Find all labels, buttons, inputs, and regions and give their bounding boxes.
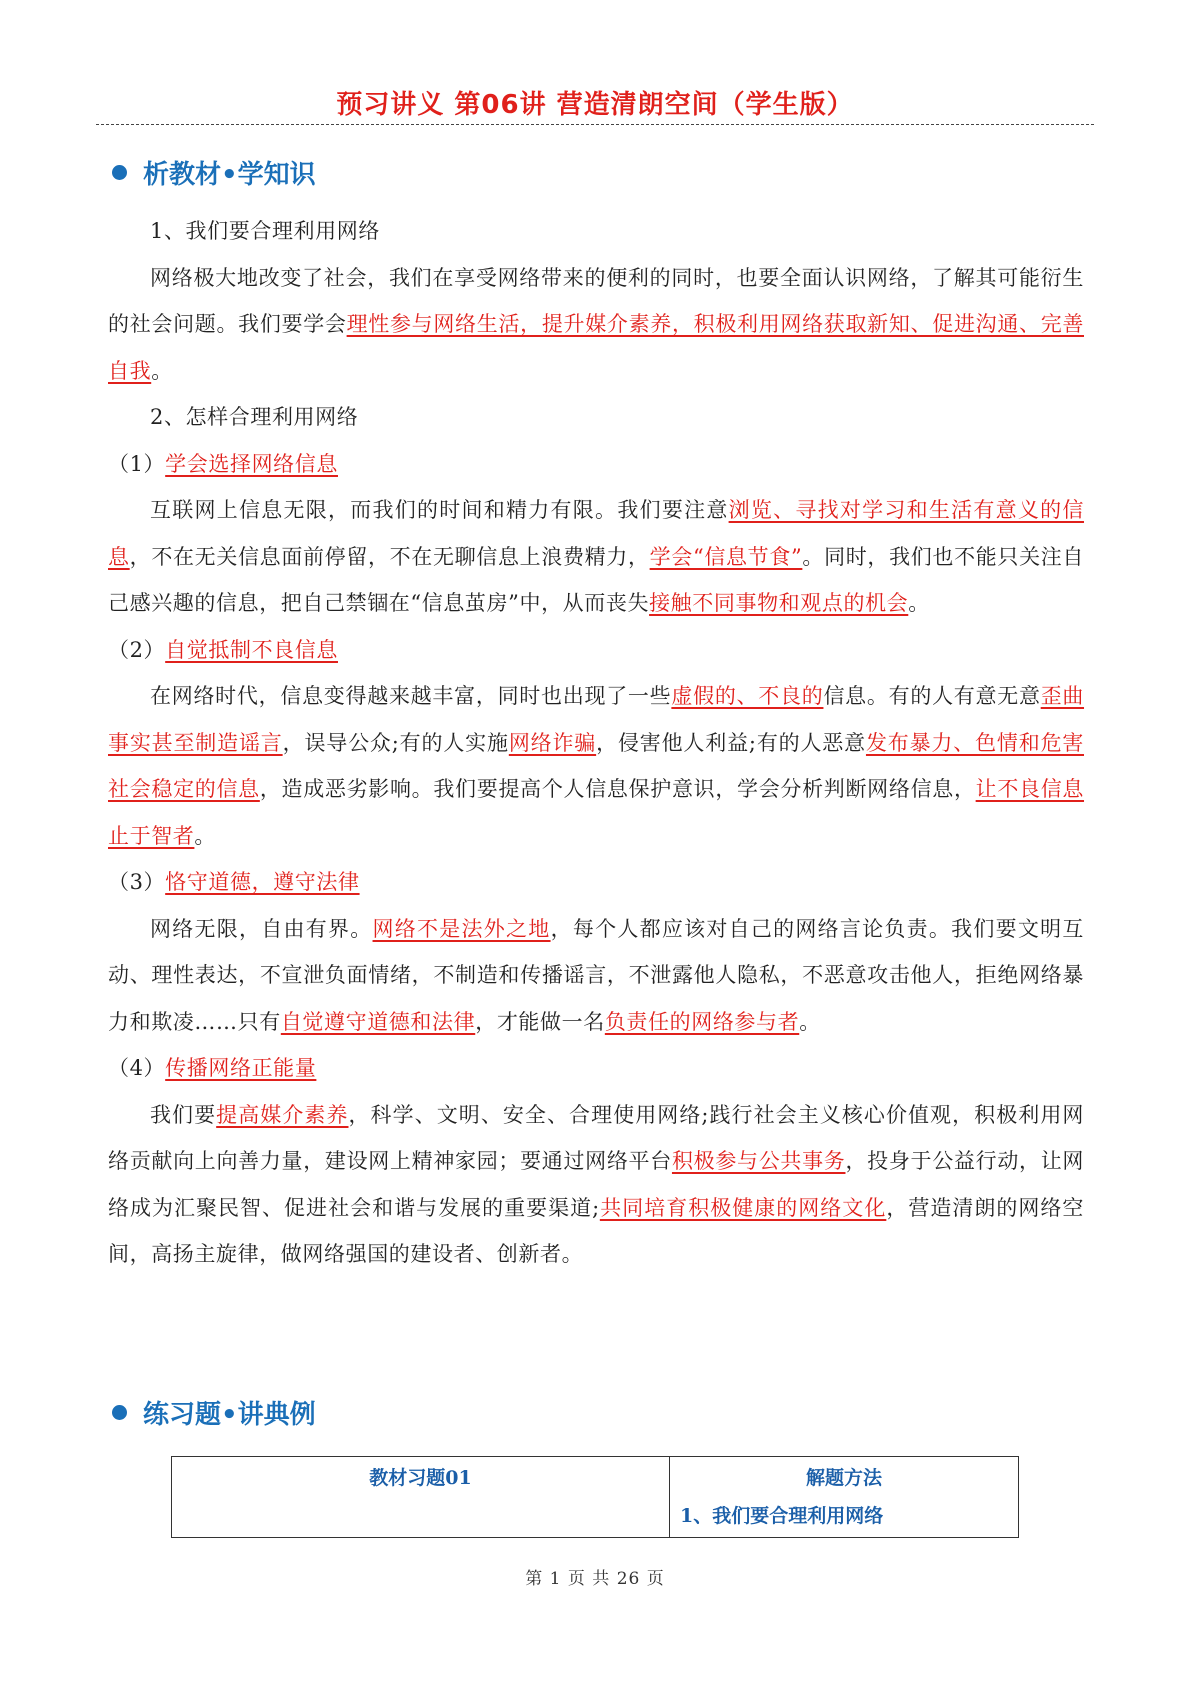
key-point: 提高媒介素养 bbox=[216, 1102, 349, 1127]
exercise-table bbox=[171, 1456, 1019, 1538]
paragraph-5: 我们要提高媒介素养，科学、文明、安全、合理使用网络;践行社会主义核心价值观，积极利用网络贡献向上向善力量，建设网上精神家园；要通过网络平台积极参与公共事务，投身于公益行动，让网络成为汇聚民智、促进社会和谐与发展的重要渠道;共同培育积极健康的网络文化，营造清朗的网络空间，高扬主旋律，做网络强国的建设者、创新者。 bbox=[108, 1102, 1084, 1266]
key-point: 让不良信息止于智者 bbox=[108, 777, 1085, 848]
key-point: 虚假的、不良的 bbox=[671, 684, 824, 708]
key-point: 积极参与公共事务 bbox=[671, 1149, 846, 1173]
key-point: 浏览、寻找对学习和生活有意义的信息 bbox=[108, 498, 1084, 569]
paragraph-2: 互联网上信息无限，而我们的时间和精力有限。我们要注意浏览、寻找对学习和生活有意义的信息，不在无关信息面前停留，不在无聊信息上浪费精力，学会“信息节食”。同时，我们也不能只关注自己感兴趣的信息，把自己禁锢在“信息茧房”中，从而丧失接触不同事物和观点的机会。 bbox=[108, 498, 1084, 615]
subsection-4-title: （4）传播网络正能量 bbox=[108, 1056, 317, 1080]
bullet-dot-icon bbox=[112, 165, 127, 180]
key-point: 自觉遵守道德和法律 bbox=[280, 1009, 476, 1034]
key-point: 网络不是法外之地 bbox=[372, 916, 551, 941]
section-heading-2 bbox=[110, 1392, 316, 1432]
section-heading-2-text: 练习题•讲典例 bbox=[143, 1399, 316, 1430]
key-point: 共同培育积极健康的网络文化 bbox=[599, 1195, 887, 1220]
lesson-content bbox=[108, 208, 1084, 1278]
key-point: 歪曲事实甚至制造谣言 bbox=[108, 684, 1085, 755]
page-title: 预习讲义 第06讲 营造清朗空间（学生版） bbox=[336, 90, 854, 120]
subsection-1-title: （1）学会选择网络信息 bbox=[108, 451, 338, 476]
table-cell-method bbox=[670, 1457, 1018, 1537]
subheading-1: 1、我们要合理利用网络 bbox=[150, 219, 380, 243]
paragraph-1: 网络极大地改变了社会，我们在享受网络带来的便利的同时，也要全面认识网络，了解其可能衍生的社会问题。我们要学会理性参与网络生活，提升媒介素养，积极利用网络获取新知、促进沟通、完善自我。 bbox=[108, 265, 1084, 383]
key-point: 发布暴力、色情和危害社会稳定的信息 bbox=[108, 730, 1084, 801]
key-point: 网络诈骗 bbox=[508, 730, 597, 755]
paragraph-3: 在网络时代，信息变得越来越丰富，同时也出现了一些虚假的、不良的信息。有的人有意无意歪曲事实甚至制造谣言，误导公众;有的人实施网络诈骗，侵害他人利益;有的人恶意发布暴力、色情和危害社会稳定的信息，造成恶劣影响。我们要提高个人信息保护意识，学会分析判断网络信息，让不良信息止于智者。 bbox=[108, 684, 1085, 848]
table-cell-exercise bbox=[172, 1457, 670, 1537]
method-item: 1、我们要合理利用网络 bbox=[680, 1505, 884, 1527]
exercise-header: 教材习题01 bbox=[369, 1467, 472, 1489]
method-header: 解题方法 bbox=[805, 1467, 882, 1489]
page-number: 第 1 页 共 26 页 bbox=[525, 1569, 665, 1589]
title-divider bbox=[96, 124, 1094, 125]
section-heading-1-text: 析教材•学知识 bbox=[143, 159, 316, 190]
paragraph-4: 网络无限，自由有界。网络不是法外之地，每个人都应该对自己的网络言论负责。我们要文明互动、理性表达，不宣泄负面情绪，不制造和传播谣言，不泄露他人隐私，不恶意攻击他人，拒绝网络暴力和欺凌……只有自觉遵守道德和法律，才能做一名负责任的网络参与者。 bbox=[108, 916, 1084, 1034]
subsection-3-title: （3）恪守道德，遵守法律 bbox=[108, 870, 360, 894]
subheading-2: 2、怎样合理利用网络 bbox=[150, 405, 359, 429]
key-point: 理性参与网络生活，提升媒介素养，积极利用网络获取新知、促进沟通、完善自我 bbox=[108, 312, 1084, 383]
key-point: 接触不同事物和观点的机会 bbox=[649, 591, 909, 615]
bullet-dot-icon bbox=[112, 1405, 127, 1420]
subsection-2-title: （2）自觉抵制不良信息 bbox=[108, 637, 338, 662]
key-point: 学会“信息节食” bbox=[649, 544, 803, 569]
section-heading-1 bbox=[110, 152, 316, 192]
key-point: 负责任的网络参与者 bbox=[604, 1009, 800, 1034]
